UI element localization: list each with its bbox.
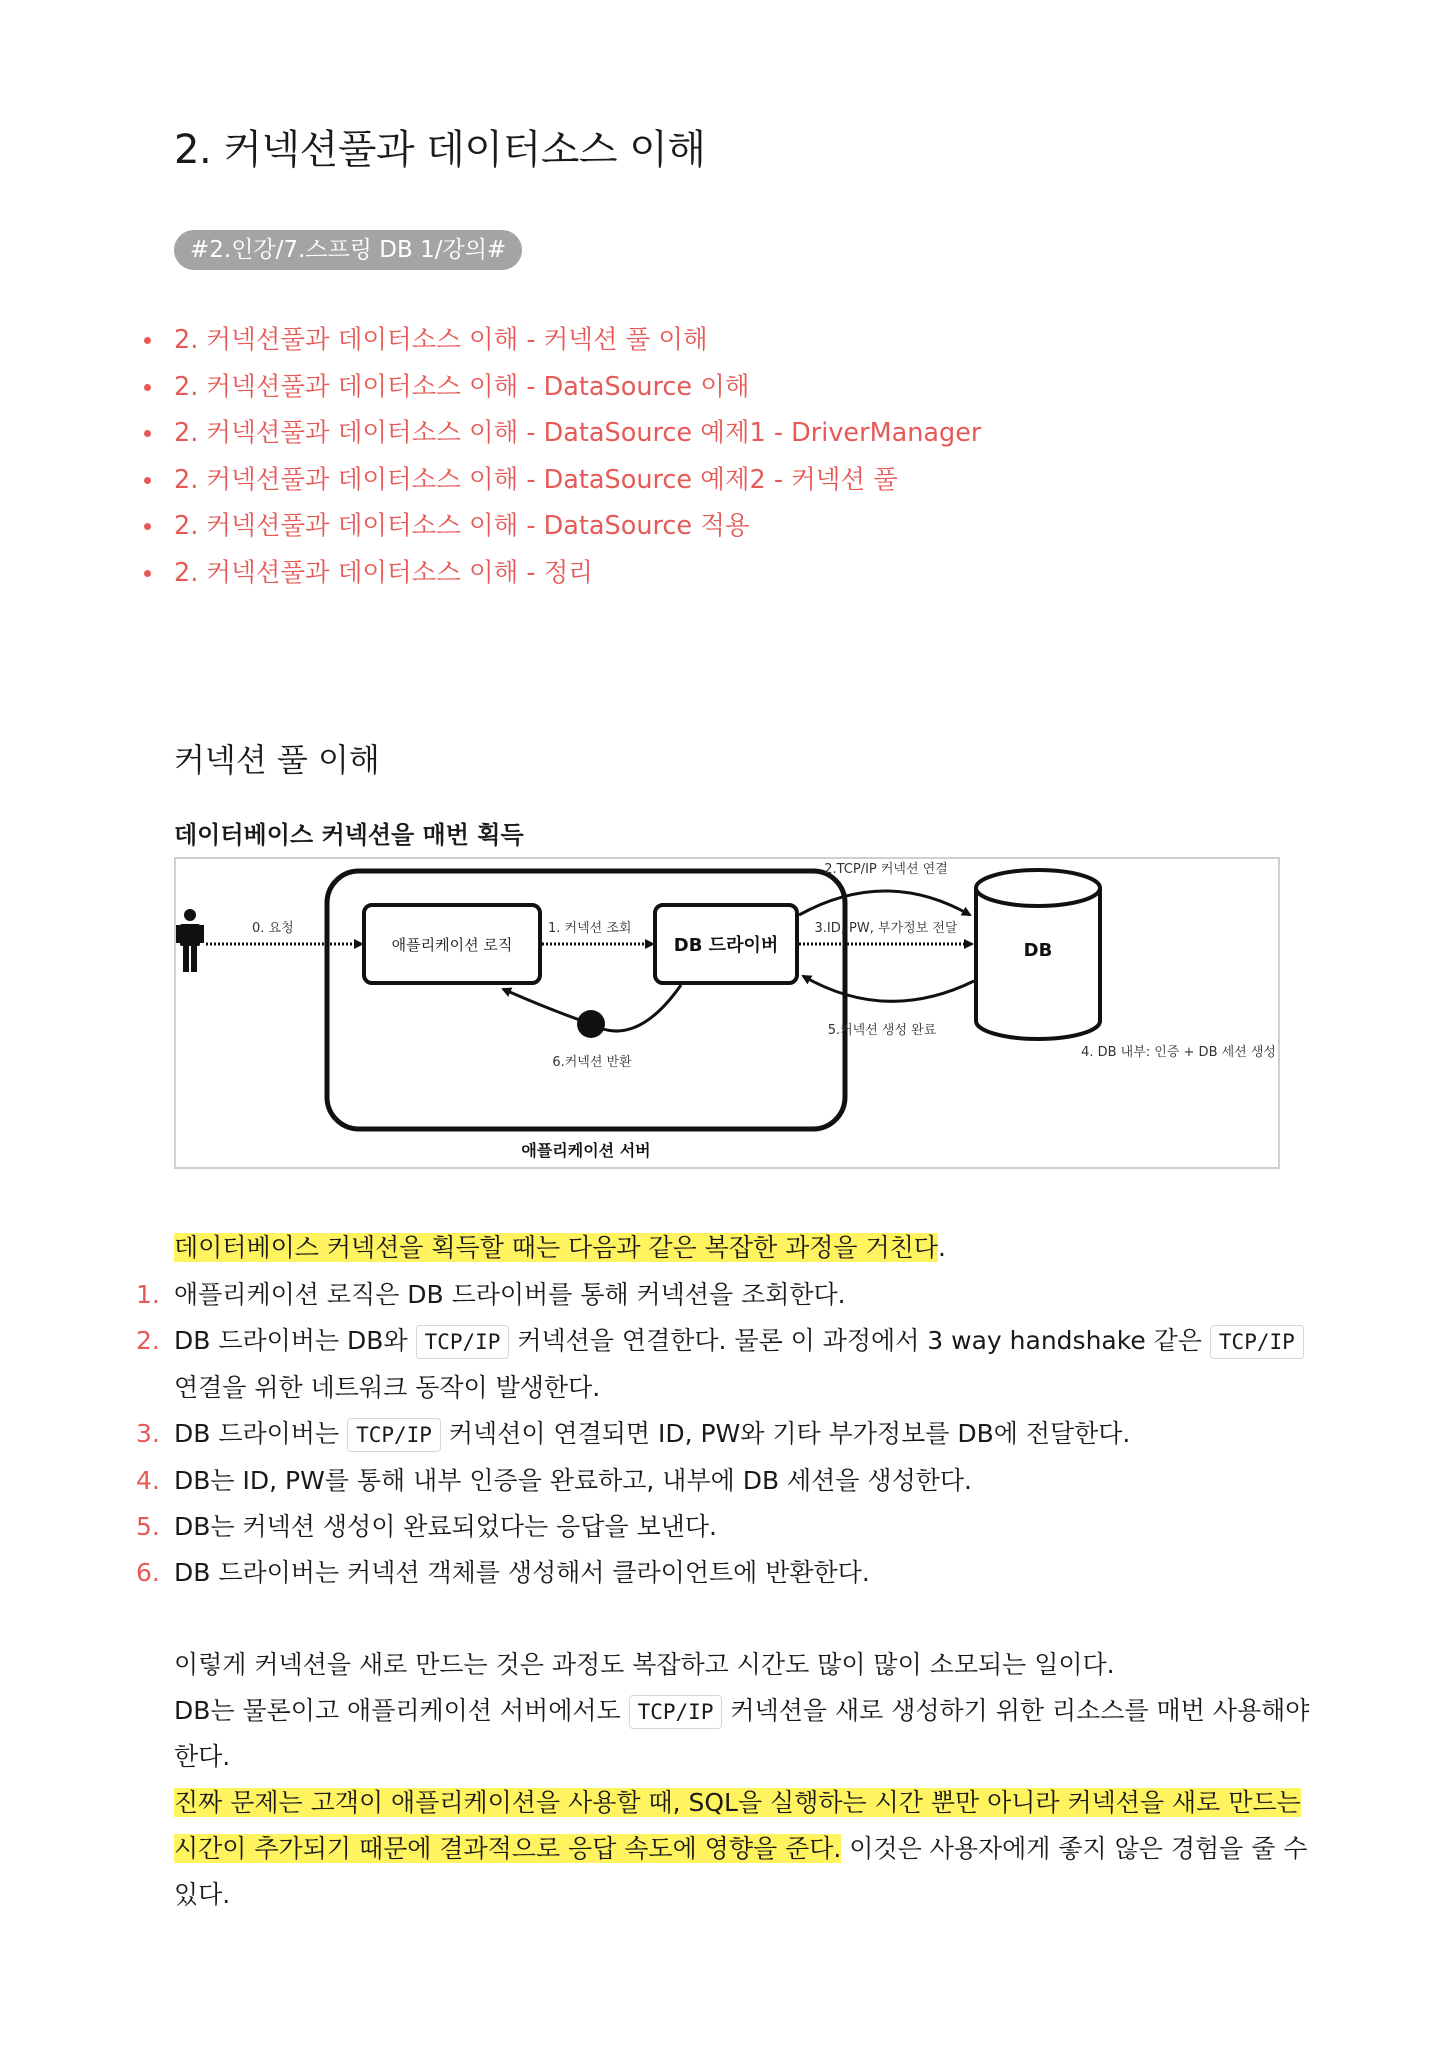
section-heading: 커넥션 풀 이해: [174, 741, 380, 779]
tcp-connect-arrow: [799, 891, 970, 915]
process-steps: [136, 1272, 1304, 1596]
app-server-label: 애플리케이션 서버: [521, 1141, 651, 1160]
step-item: [136, 1504, 1304, 1550]
step-text: 애플리케이션 로직은 DB 드라이버를 통해 커넥션을 조회한다.: [174, 1280, 846, 1309]
db-driver-label: DB 드라이버: [673, 935, 779, 956]
user-icon: [176, 909, 204, 972]
step-text: 연결을 위한 네트워크 동작이 발생한다.: [174, 1373, 601, 1402]
db-label: DB: [1023, 940, 1053, 961]
connection-diagram: [174, 857, 1280, 1169]
table-of-contents: [174, 320, 981, 599]
tcp-connect-label: 2.TCP/IP 커넥션 연결: [824, 862, 948, 877]
step-text: DB 드라이버는 DB와: [174, 1326, 408, 1355]
step-item-continuation: [174, 1365, 1304, 1411]
inline-code: TCP/IP: [347, 1418, 441, 1452]
paragraph-text: 이것은 사용자에게 좋지 않은 경험을 줄 수: [841, 1834, 1308, 1863]
paragraph-resources: [174, 1688, 1309, 1735]
lookup-label: 1. 커넥션 조회: [548, 921, 632, 936]
step-number: 3.: [136, 1419, 160, 1448]
paragraph-cost: 이렇게 커넥션을 새로 만드는 것은 과정도 복잡하고 시간도 많이 많이 소모되는 일이다.: [174, 1650, 1115, 1679]
subsection-heading: 데이터베이스 커넥션을 매번 획득: [174, 821, 524, 849]
toc-link[interactable]: 2. 커넥션풀과 데이터소스 이해 - DataSource 예제1 - DriverManager: [174, 413, 981, 460]
step-text: 커넥션을 연결한다. 물론 이 과정에서 3 way handshake 같은: [517, 1326, 1202, 1355]
step-text: DB 드라이버는 커넥션 객체를 생성해서 클라이언트에 반환한다.: [174, 1558, 870, 1587]
step-item: [136, 1458, 1304, 1504]
return-dot: [577, 1010, 605, 1038]
paragraph-problem-end: 있다.: [174, 1880, 231, 1909]
send-info-label: 3.ID, PW, 부가정보 전달: [814, 921, 958, 936]
created-label: 5.커넥션 생성 완료: [827, 1023, 937, 1038]
diagram-svg: [176, 859, 1278, 1167]
step-item: [136, 1411, 1304, 1458]
step-text: DB 드라이버는: [174, 1419, 340, 1448]
inline-code: TCP/IP: [1210, 1325, 1304, 1359]
step-item: [136, 1318, 1304, 1365]
step-number: 1.: [136, 1280, 160, 1309]
step-number: 4.: [136, 1466, 160, 1495]
step-text: DB는 ID, PW를 통해 내부 인증을 완료하고, 내부에 DB 세션을 생성한다.: [174, 1466, 972, 1495]
toc-link[interactable]: 2. 커넥션풀과 데이터소스 이해 - DataSource 예제2 - 커넥션 풀: [174, 460, 981, 507]
toc-link[interactable]: 2. 커넥션풀과 데이터소스 이해 - 정리: [174, 553, 981, 600]
step-text: 커넥션이 연결되면 ID, PW와 기타 부가정보를 DB에 전달한다.: [448, 1419, 1131, 1448]
step-number: 6.: [136, 1558, 160, 1587]
inline-code: TCP/IP: [416, 1325, 510, 1359]
step-number: 5.: [136, 1512, 160, 1541]
step-item: [136, 1550, 1304, 1596]
created-arrow: [803, 976, 974, 1001]
tag-chip[interactable]: #2.인강/7.스프링 DB 1/강의#: [174, 230, 522, 270]
db-internal-label: 4. DB 내부: 인증 + DB 세션 생성: [1081, 1045, 1276, 1060]
page-title: 2. 커넥션풀과 데이터소스 이해: [174, 127, 706, 173]
intro-paragraph: [174, 1225, 946, 1271]
paragraph-problem-2: [174, 1826, 1308, 1872]
return-label: 6.커넥션 반환: [552, 1055, 632, 1070]
step-text: DB는 커넥션 생성이 완료되었다는 응답을 보낸다.: [174, 1512, 717, 1541]
problem-highlight: 진짜 문제는 고객이 애플리케이션을 사용할 때, SQL을 실행하는 시간 뿐만 아니라 커넥션을 새로 만드는: [174, 1788, 1301, 1817]
paragraph-problem: [174, 1780, 1301, 1826]
paragraph-text: DB는 물론이고 애플리케이션 서버에서도: [174, 1696, 621, 1725]
toc-link[interactable]: 2. 커넥션풀과 데이터소스 이해 - 커넥션 풀 이해: [174, 320, 981, 367]
paragraph-resources-end: 한다.: [174, 1742, 231, 1771]
intro-highlight: 데이터베이스 커넥션을 획득할 때는 다음과 같은 복잡한 과정을 거친다: [174, 1233, 938, 1262]
app-logic-label: 애플리케이션 로직: [391, 936, 513, 954]
toc-link[interactable]: 2. 커넥션풀과 데이터소스 이해 - DataSource 적용: [174, 506, 981, 553]
paragraph-text: 커넥션을 새로 생성하기 위한 리소스를 매번 사용해야: [730, 1696, 1310, 1725]
intro-end: .: [937, 1233, 946, 1262]
inline-code: TCP/IP: [629, 1695, 723, 1729]
toc-link[interactable]: 2. 커넥션풀과 데이터소스 이해 - DataSource 이해: [174, 367, 981, 414]
step-item: [136, 1272, 1304, 1318]
request-label: 0. 요청: [252, 921, 294, 936]
problem-highlight: 시간이 추가되기 때문에 결과적으로 응답 속도에 영향을 준다.: [174, 1834, 842, 1863]
step-number: 2.: [136, 1326, 160, 1355]
